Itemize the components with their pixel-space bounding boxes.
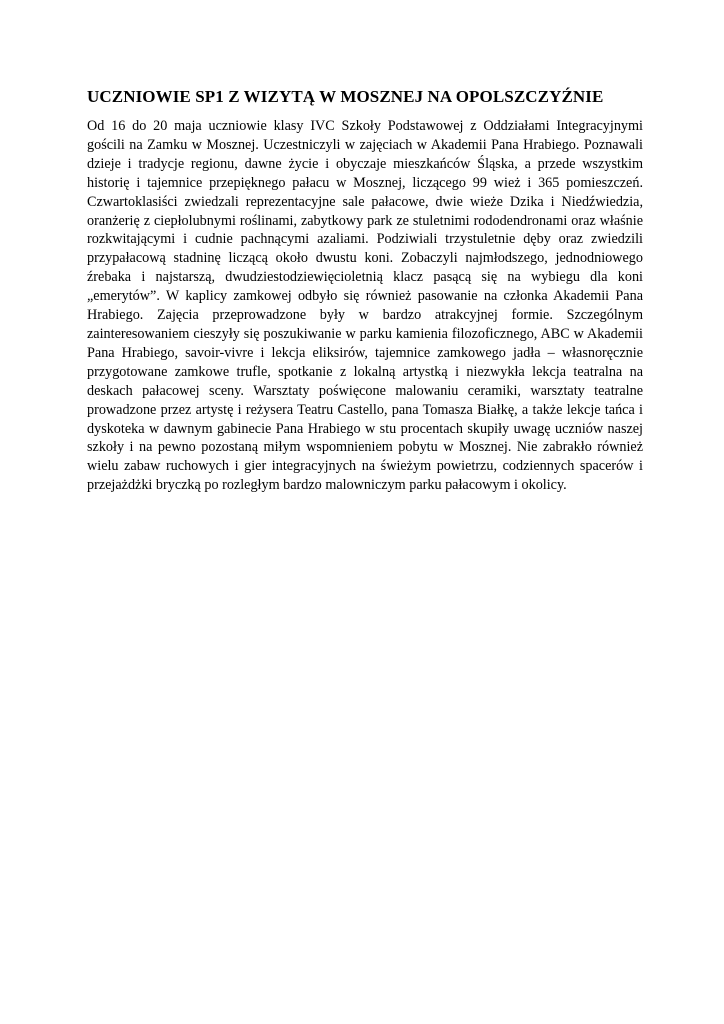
document-title: UCZNIOWIE SP1 Z WIZYTĄ W MOSZNEJ NA OPOLSZCZYŹNIE — [87, 87, 604, 106]
document-body-paragraph: Od 16 do 20 maja uczniowie klasy IVC Szkoły Podstawowej z Oddziałami Integracyjnymi gościli na Zamku w Mosznej. Uczestniczyli w zajęciach w Akademii Pana Hrabiego. Poznawali dzieje i tradycje regionu, dawne życie i obyczaje mieszkańców Śląska, a przede wszystkim historię i tajemnice przepięknego pałacu w Mosznej, liczącego 99 wież i 365 pomieszczeń. Czwartoklasiści zwiedzali reprezentacyjne sale pałacowe, dwie wieże Dzika i Niedźwiedzia, oranżerię z ciepłolubnymi roślinami, zabytkowy park ze stuletnimi rododendronami oraz właśnie rozkwitającymi i cudnie pachnącymi azaliami. Podziwiali trzystuletnie dęby oraz zwiedzili przypałacową stadninę liczącą około dwustu koni. Zobaczyli najmłodszego, jednodniowego źrebaka i najstarszą, dwudziestodziewięcioletnią klacz pasącą się na wybiegu dla koni „emerytów”. W kaplicy zamkowej odbyło się również pasowanie na członka Akademii Pana Hrabiego. Zajęcia przeprowadzone były w bardzo atrakcyjnej formie. Szczególnym zainteresowaniem cieszyły się poszukiwanie w parku kamienia filozoficznego, ABC w Akademii Pana Hrabiego, savoir-vivre i lekcja eliksirów, tajemnice zamkowego jadła – własnoręcznie przygotowane zamkowe trufle, spotkanie z lokalną artystką i niezwykła lekcja teatralna na deskach pałacowej sceny. Warsztaty poświęcone malowaniu ceramiki, warsztaty teatralne prowadzone przez artystę i reżysera Teatru Castello, pana Tomasza Białkę, a także lekcje tańca i dyskoteka w dawnym gabinecie Pana Hrabiego w stu procentach skupiły uwagę uczniów naszej szkoły i na pewno pozostaną miłym wspomnieniem pobytu w Mosznej. Nie zabrakło również wielu zabaw ruchowych i gier integracyjnych na świeżym powietrzu, codziennych spacerów i przejażdżki bryczką po rozległym bardzo malowniczym parku pałacowym i okolicy. — [87, 118, 643, 494]
